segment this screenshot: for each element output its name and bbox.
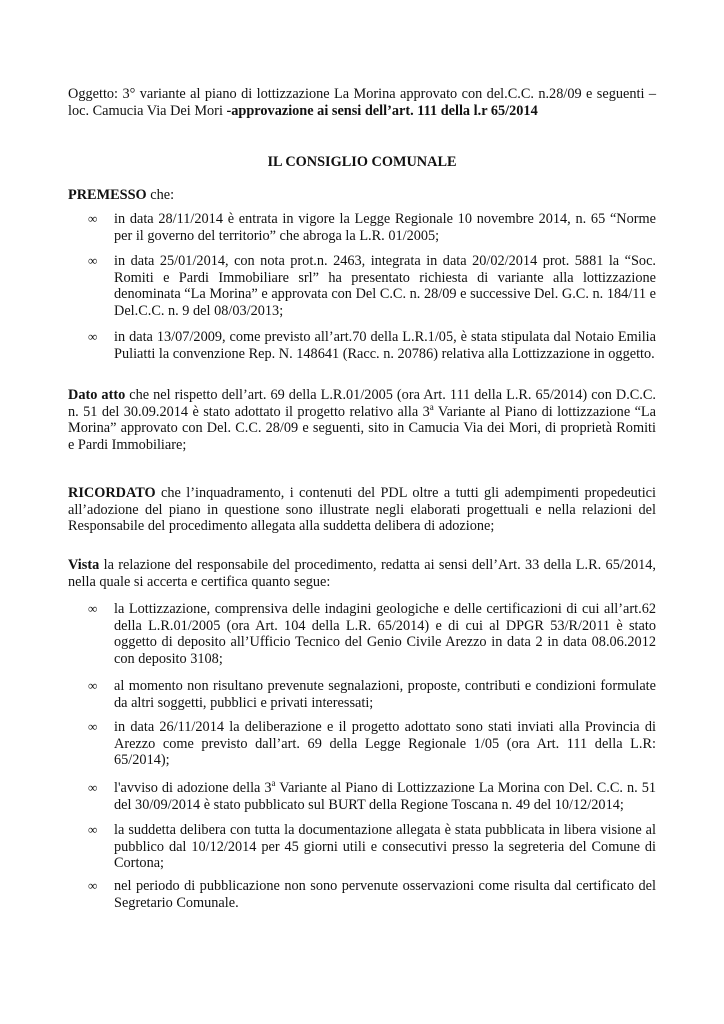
bullet-icon: ∞ xyxy=(88,780,98,795)
list-item-text: la suddetta delibera con tutta la documentazione allegata è stata pubblicata in libera visione al pubblico dal 10/12/2014 per 45 giorni utili e consecutivi presso la segreteria del Comune di Cortona; xyxy=(114,822,656,871)
bullet-icon: ∞ xyxy=(88,211,98,226)
premesso-intro xyxy=(68,187,656,204)
list-item-text: in data 13/07/2009, come previsto all’art.70 della L.R.1/05, è stata stipulata dal Notaio Emilia Puliatti la convenzione Rep. N. 148641 (Racc. n. 20786) relativa alla Lottizzazione in oggetto. xyxy=(114,329,656,362)
vista-paragraph xyxy=(68,557,656,590)
list-item xyxy=(68,211,656,244)
vista-label: Vista xyxy=(68,557,100,573)
subject-line xyxy=(68,86,656,119)
dato-atto-label: Dato atto xyxy=(68,387,126,403)
list-item-text: al momento non risultano prevenute segnalazioni, proposte, contributi e condizioni formulate da altri soggetti, pubblici e privati interessati; xyxy=(114,678,656,711)
bullet-icon: ∞ xyxy=(88,719,98,734)
list-item xyxy=(68,253,656,319)
ricordato-text: che l’inquadramento, i contenuti del PDL oltre a tutti gli adempimenti propedeutici all’adozione del piano in questione sono illustrate negli elaborati progettuali e nella relazioni del Responsabile del procedimento allegata alla suddetta delibera di adozione; xyxy=(68,485,656,534)
ricordato-paragraph xyxy=(68,485,656,535)
dato-atto-paragraph xyxy=(68,387,656,453)
list-item-text: in data 28/11/2014 è entrata in vigore la Legge Regionale 10 novembre 2014, n. 65 “Norme per il governo del territorio” che abroga la L.R. 01/2005; xyxy=(114,211,656,244)
premesso-after: che: xyxy=(146,187,175,203)
list-item xyxy=(68,719,656,769)
superscript: a xyxy=(429,401,434,412)
council-heading: IL CONSIGLIO COMUNALE xyxy=(267,154,457,170)
bullet-icon: ∞ xyxy=(88,601,98,616)
dato-atto-text-a: che nel rispetto dell’art. 69 della L.R.01/2005 (ora Art. 111 della L.R. 65/2014) con D.C.C. n. 51 del 30.09.2014 è stato adottato il progetto relativo alla 3 xyxy=(68,387,656,420)
list-item-text: nel periodo di pubblicazione non sono pervenute osservazioni come risulta dal certificato del Segretario Comunale. xyxy=(114,878,656,911)
list-item xyxy=(68,822,656,872)
superscript: a xyxy=(271,778,276,789)
bullet-icon: ∞ xyxy=(88,878,98,893)
avviso-text-b: Variante al Piano di Lottizzazione La Morina con Del. C.C. n. 51 del 30/09/2014 è stato pubblicato sul BURT della Regione Toscana n. 49 del 10/12/2014; xyxy=(114,780,657,813)
list-item xyxy=(68,601,656,667)
ricordato-label: RICORDATO xyxy=(68,485,156,501)
premesso-label: PREMESSO xyxy=(68,187,147,203)
list-item xyxy=(68,878,656,911)
dato-atto-text-b: Variante al Piano di lottizzazione “La Morina” approvato con Del. C.C. 28/09 e seguenti, sito in Camucia Via dei Mori, di proprietà Romiti e Pardi Immobiliare; xyxy=(68,403,657,453)
list-item xyxy=(68,329,656,362)
bullet-icon: ∞ xyxy=(88,253,98,268)
list-item-text: in data 26/11/2014 la deliberazione e il progetto adottato sono stati inviati alla Provincia di Arezzo come previsto dall’art. 69 della Legge Regionale 1/05 (ora Art. 111 della L.R: 65/2014); xyxy=(114,719,656,768)
subject-text: Oggetto: 3° variante al piano di lottizzazione La Morina approvato con del.C.C. n.28/09 e seguenti – loc. Camucia Via Dei Mori xyxy=(68,86,656,119)
bullet-icon: ∞ xyxy=(88,822,98,837)
list-item xyxy=(68,780,656,813)
list-item xyxy=(68,678,656,711)
list-item-text: in data 25/01/2014, con nota prot.n. 2463, integrata in data 20/02/2014 prot. 5881 la “Soc. Romiti e Pardi Immobiliare srl” ha presentato richiesta di variante alla lottizzazione denominata “La Morina” e approvata con Del C.C. n. 28/09 e successive Del. G.C. n. 184/11 e Del.C.C. n. 9 del 08/03/2013; xyxy=(114,253,656,319)
bullet-icon: ∞ xyxy=(88,329,98,344)
list-item-text: la Lottizzazione, comprensiva delle indagini geologiche e delle certificazioni di cui all’art.62 della L.R.01/2005 (ora Art. 104 della L.R. 65/2014) e di cui al DPGR 53/R/2011 è stato oggetto di deposito all’Ufficio Tecnico del Genio Civile Arezzo in data 2 in data 08.06.2012 con deposito 3108; xyxy=(114,601,656,667)
vista-text: la relazione del responsabile del procedimento, redatta ai sensi dell’Art. 33 della L.R. 65/2014, nella quale si accerta e certifica quanto segue: xyxy=(68,557,656,590)
list-item-text xyxy=(114,780,656,813)
bullet-icon: ∞ xyxy=(88,678,98,693)
subject-bold-text: -approvazione ai sensi dell’art. 111 della l.r 65/2014 xyxy=(226,102,538,119)
avviso-text-a: l'avviso di adozione della 3 xyxy=(114,780,272,796)
